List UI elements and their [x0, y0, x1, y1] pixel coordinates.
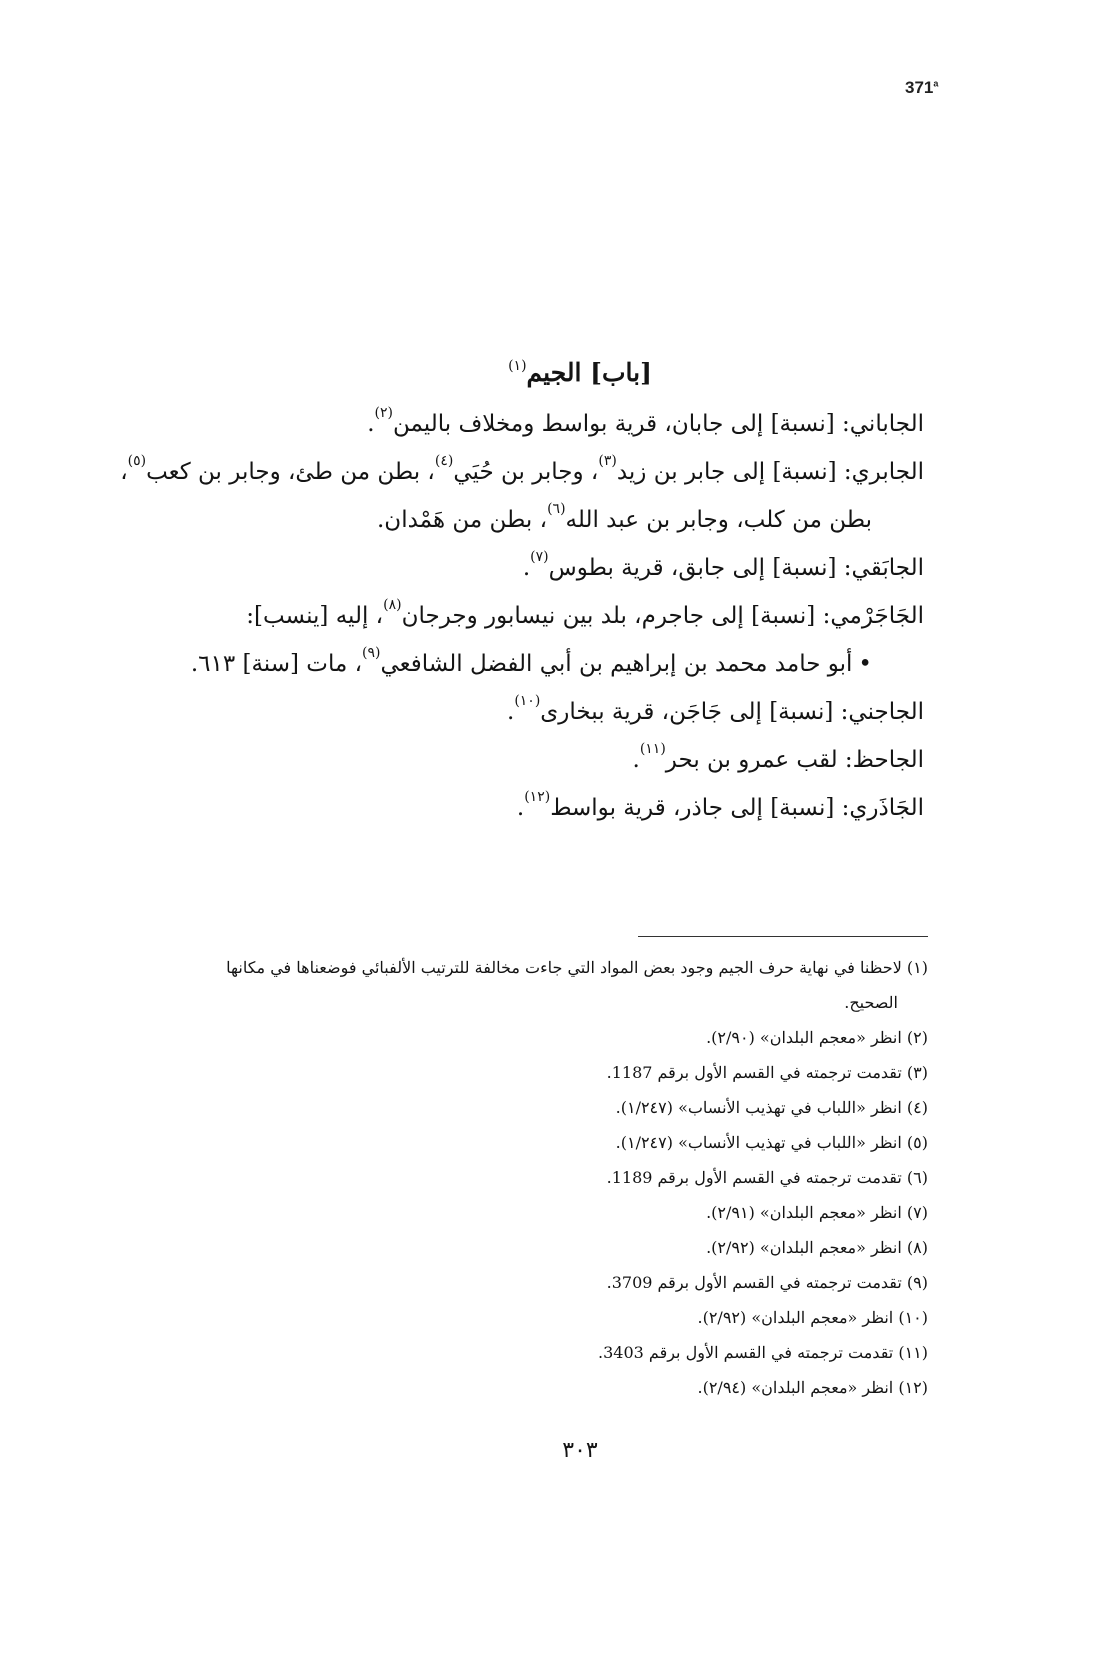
entry-person-abu-hamid: • أبو حامد محمد بن إبراهيم بن أبي الفضل الشافعي (٩) ، مات [سنة] ٦١٣. — [190, 645, 872, 677]
footnote-divider — [638, 936, 928, 937]
footnote: (٦) تقدمت ترجمته في القسم الأول برقم 1189. — [606, 1168, 928, 1187]
footnote: (٣) تقدمت ترجمته في القسم الأول برقم 1187. — [606, 1063, 928, 1082]
footnote-ref: (٨) — [383, 597, 402, 613]
footnote-ref: (٦) — [547, 501, 566, 517]
folio-number: 371$^a$ — [905, 78, 939, 97]
footnote-ref: (٤) — [434, 453, 454, 469]
footnote-ref: (٢) — [374, 405, 393, 421]
page-number: ٣٠٣ — [562, 1438, 598, 1463]
footnote: (٢) انظر «معجم البلدان» (٢/٩٠). — [706, 1028, 928, 1047]
footnote-continued: الصحيح. — [844, 993, 898, 1012]
footnote-ref: (١٠) — [514, 693, 541, 709]
footnote-ref: (٩) — [362, 645, 381, 661]
section-title: [باب] الجيم$^{(١)}$ — [508, 358, 652, 387]
footnote: (١١) تقدمت ترجمته في القسم الأول برقم 3403. — [598, 1343, 928, 1362]
footnote: (٥) انظر «اللباب في تهذيب الأنساب» (١/٢٤٧). — [615, 1133, 928, 1152]
footnote: (١٠) انظر «معجم البلدان» (٢/٩٢). — [697, 1308, 928, 1327]
entry-jajarmi: الجَاجَرْمي: [نسبة] إلى جاجرم، بلد بين نيسابور وجرجان (٨) ، إليه [ينسب]: — [246, 597, 924, 629]
footnotes-list — [98, 950, 928, 1405]
footnote: (٨) انظر «معجم البلدان» (٢/٩٢). — [706, 1238, 928, 1257]
entry-jabiri-continued: بطن من كلب، وجابر بن عبد الله (٦) ، بطن من هَمْدان. — [377, 501, 872, 533]
footnote: (٤) انظر «اللباب في تهذيب الأنساب» (١/٢٤٧). — [615, 1098, 928, 1117]
footnote: (١٢) انظر «معجم البلدان» (٢/٩٤). — [697, 1378, 928, 1397]
entry-jadhari: الجَاذَري: [نسبة] إلى جاذر، قرية بواسط (١٢) . — [516, 789, 924, 821]
footnote-ref: (٣) — [598, 453, 617, 469]
bullet-icon: • — [858, 650, 872, 677]
footnote-ref: (٧) — [530, 549, 549, 565]
footnote: (٩) تقدمت ترجمته في القسم الأول برقم 3709. — [606, 1273, 928, 1292]
footnote-ref: (١٢) — [524, 789, 551, 805]
footnote-ref: (١) — [508, 358, 527, 374]
footnote: (٧) انظر «معجم البلدان» (٢/٩١). — [706, 1203, 928, 1222]
entries-list — [104, 400, 924, 832]
footnote: (١) لاحظنا في نهاية حرف الجيم وجود بعض المواد التي جاءت مخالفة للترتيب الألفبائي فوضعناها في مكانها — [226, 958, 928, 977]
entry-jabaqi: الجابَقي: [نسبة] إلى جابق، قرية بطوس (٧) . — [522, 549, 924, 581]
entry-jahiz: الجاحظ: لقب عمرو بن بحر (١١) . — [632, 741, 924, 773]
entry-jabiri: الجابري: [نسبة] إلى جابر بن زيد (٣) ، وجابر بن حُيَي (٤) ، بطن من طئ، وجابر بن كعب (٥) ، — [120, 453, 924, 485]
footnote-ref: (٥) — [127, 453, 147, 469]
entry-jajini: الجاجني: [نسبة] إلى جَاجَن، قرية ببخارى (١٠) . — [507, 693, 924, 725]
entry-jabani: الجاباني: [نسبة] إلى جابان، قرية بواسط ومخلاف باليمن (٢) . — [367, 405, 924, 437]
footnote-ref: (١١) — [639, 741, 666, 757]
